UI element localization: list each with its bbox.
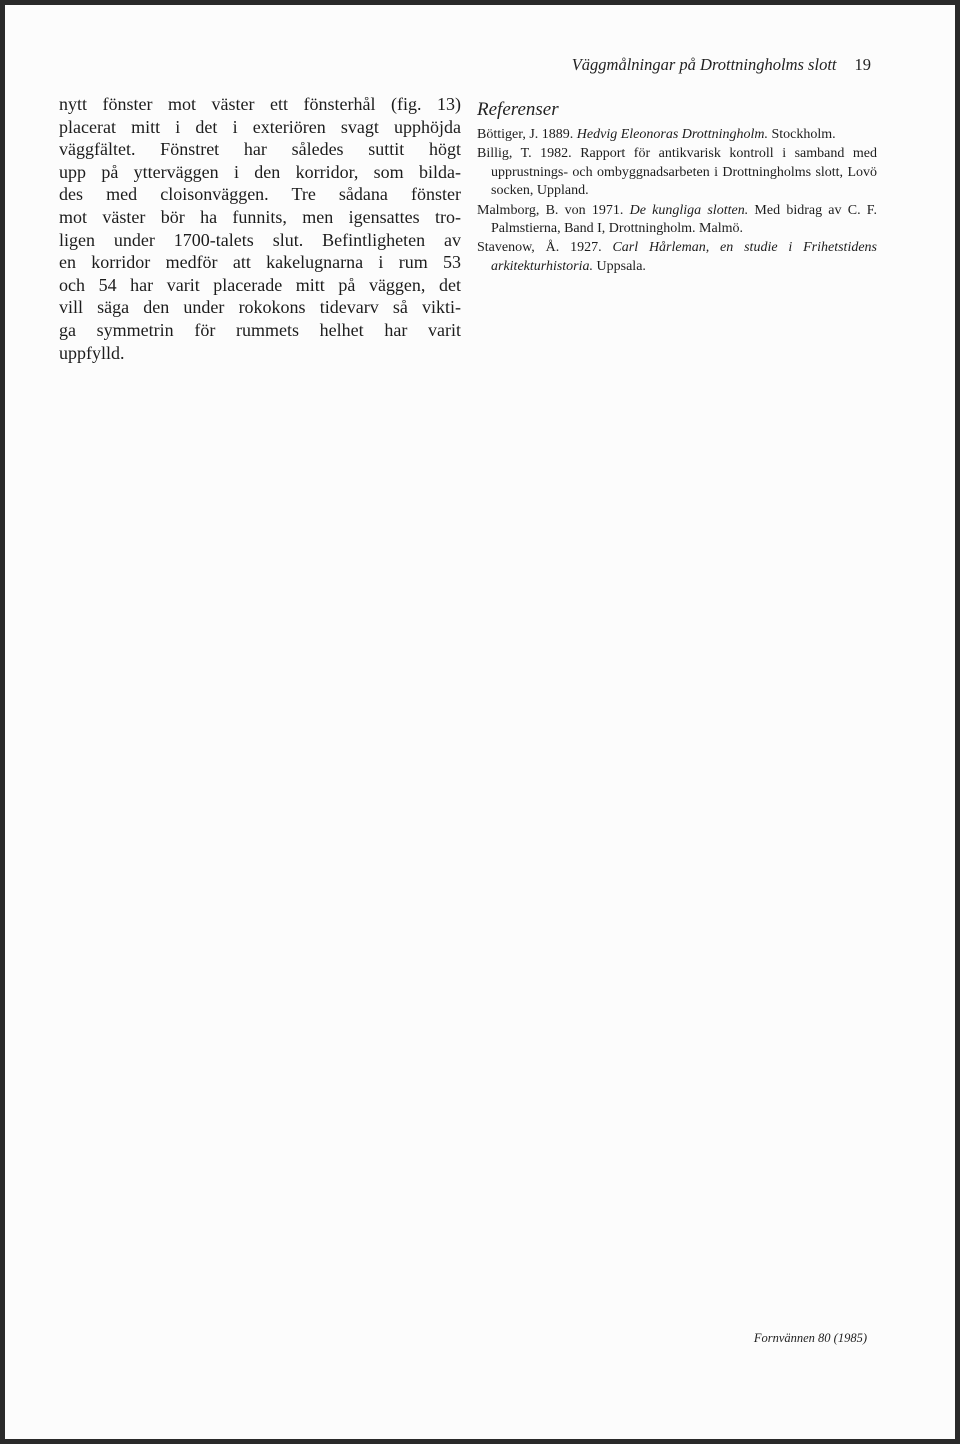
body-line: en korridor medför att kakelugnarna i rum 53 <box>59 252 461 273</box>
body-line: och 54 har varit placerade mitt på väggen, det <box>59 274 461 295</box>
reference-entry <box>477 126 877 144</box>
reference-entry <box>477 239 877 276</box>
reference-title: Carl Hårleman, en studie i Frihetstidens arkitekturhistoria. <box>491 240 877 274</box>
reference-publication: Stockholm. <box>767 127 836 142</box>
running-head <box>572 55 871 75</box>
body-line: nytt fönster mot väster ett fönsterhål (fig. 13) <box>59 94 461 114</box>
body-line: mot väster bör ha funnits, men igensattes tro- <box>59 206 461 227</box>
reference-author-year: Böttiger, J. 1889. <box>477 127 577 142</box>
reference-title: De kungliga slotten. <box>629 202 749 218</box>
body-line: placerat mitt i det i exteriören svagt upphöjda <box>59 116 461 137</box>
references-heading: Referenser <box>477 99 559 120</box>
reference-entry <box>477 202 877 239</box>
body-line: ga symmetrin för rummets helhet har varit <box>59 319 461 340</box>
journal-footer: Fornvännen 80 (1985) <box>753 1331 867 1345</box>
body-line: uppfylld. <box>59 342 125 363</box>
document-page <box>5 5 955 1439</box>
reference-publication: Med bidrag av C. F. Palmstierna, Band I, Drottningholm. Malmö. <box>491 202 877 237</box>
body-text-column <box>59 93 461 364</box>
body-line: ligen under 1700-talets slut. Befintligheten av <box>59 229 461 250</box>
reference-author-year: Billig, T. 1982. Rapport för antikvarisk kontroll i samband med upprustnings- och ombyggnadsarbeten i Drottningholms slott, Lovö socken, Uppland. <box>477 146 877 199</box>
reference-publication: Uppsala. <box>593 258 646 274</box>
reference-author-year: Stavenow, Å. 1927. <box>477 240 613 256</box>
body-line: vill säga den under rokokons tidevarv så vikti- <box>59 297 461 318</box>
body-line: upp på ytterväggen i den korridor, som bilda- <box>59 161 461 182</box>
body-line: des med cloisonväggen. Tre sådana fönster <box>59 184 461 205</box>
reference-entry <box>477 145 877 200</box>
reference-title: Hedvig Eleonoras Drottningholm. <box>576 127 768 142</box>
body-line: väggfältet. Fönstret har således suttit högt <box>59 139 461 160</box>
references-section <box>477 99 877 277</box>
running-head-title: Väggmålningar på Drottningholms slott <box>571 55 837 74</box>
reference-author-year: Malmborg, B. von 1971. <box>477 202 630 218</box>
page-number: 19 <box>854 55 871 74</box>
